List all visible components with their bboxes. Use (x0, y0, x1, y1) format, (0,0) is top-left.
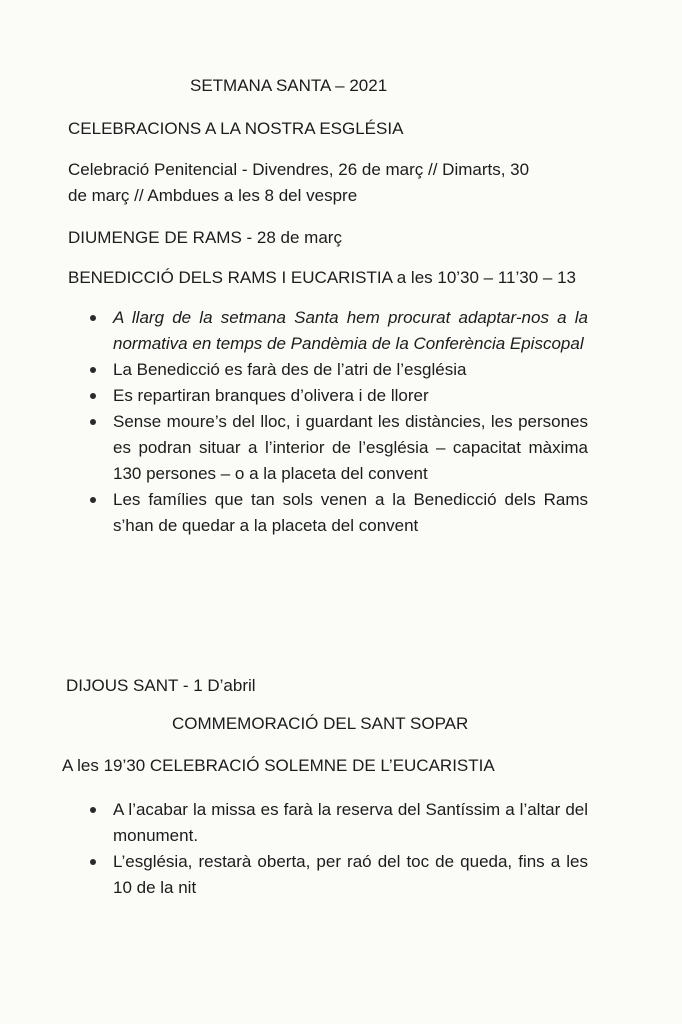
document-title: SETMANA SANTA – 2021 (190, 76, 388, 95)
list-item: A llarg de la setmana Santa hem procurat adaptar-nos a la normativa en temps de Pandèmia de la Conferència Episcopal (88, 305, 588, 357)
dijous-bullet-list (88, 797, 588, 901)
benediccio-line: BENEDICCIÓ DELS RAMS I EUCARISTIA a les 10’30 – 11’30 – 13 (68, 268, 577, 287)
list-item: Es repartiran branques d’olivera i de llorer (88, 383, 588, 409)
diumenge-rams: DIUMENGE DE RAMS - 28 de març (68, 228, 342, 247)
section-heading: CELEBRACIONS A LA NOSTRA ESGLÉSIA (68, 119, 404, 138)
penitencial-line-2: de març // Ambdues a les 8 del vespre (68, 186, 358, 205)
list-item: L’església, restarà oberta, per raó del toc de queda, fins a les 10 de la nit (88, 849, 588, 901)
celebracio-line: A les 19’30 CELEBRACIÓ SOLEMNE DE L’EUCARISTIA (62, 756, 495, 775)
penitencial-line-1: Celebració Penitencial - Divendres, 26 de març // Dimarts, 30 (68, 160, 530, 179)
dijous-sant: DIJOUS SANT - 1 D’abril (66, 676, 256, 695)
commemoracio-heading: COMMEMORACIÓ DEL SANT SOPAR (172, 714, 469, 733)
rams-bullet-list (88, 305, 588, 539)
list-item: Les famílies que tan sols venen a la Benedicció dels Rams s’han de quedar a la placeta del convent (88, 487, 588, 539)
list-item: A l’acabar la missa es farà la reserva del Santíssim a l’altar del monument. (88, 797, 588, 849)
list-item: Sense moure’s del lloc, i guardant les distàncies, les persones es podran situar a l’interior de l’església – capacitat màxima 130 persones – o a la placeta del convent (88, 409, 588, 487)
list-item: La Benedicció es farà des de l’atri de l’església (88, 357, 588, 383)
